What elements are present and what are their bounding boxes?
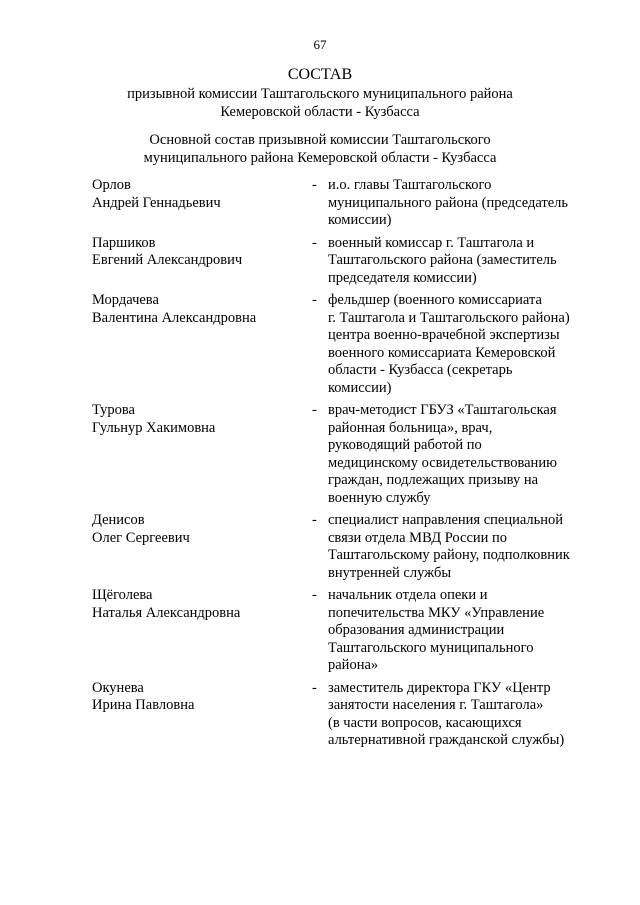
member-role-line: Таштагольского муниципального — [328, 639, 534, 656]
member-role-line: фельдшер (военного комиссариата — [328, 292, 542, 308]
member-dash: - — [312, 587, 317, 603]
member-surname: Денисов — [92, 512, 145, 528]
member-dash: - — [312, 679, 317, 696]
member-given-names: Андрей Геннадьевич — [92, 194, 221, 211]
member-role-line: и.о. главы Таштагольского — [328, 177, 492, 193]
member-role-line: (в части вопросов, касающихся — [328, 714, 522, 731]
member-row — [92, 587, 592, 675]
member-surname: Щёголева — [92, 587, 153, 603]
member-role-line: комиссии) — [328, 379, 392, 396]
member-role-line: муниципального района (председатель — [328, 194, 569, 211]
member-role-line: медицинскому освидетельствованию — [328, 454, 557, 471]
member-surname: Турова — [92, 402, 135, 418]
member-surname: Окунева — [92, 679, 144, 696]
member-surname: Мордачева — [92, 292, 159, 308]
member-surname: Паршиков — [92, 234, 156, 251]
subtitle-line: призывной комиссии Таштагольского муниципального района — [127, 86, 513, 102]
member-name — [92, 512, 312, 582]
member-row — [92, 292, 592, 397]
member-role-line: начальник отдела опеки и — [328, 587, 488, 603]
member-given-names: Наталья Александровна — [92, 604, 241, 621]
section-heading — [0, 132, 640, 167]
member-row — [92, 402, 592, 507]
members-list — [92, 177, 592, 755]
member-role — [328, 512, 592, 582]
member-role — [328, 402, 592, 507]
member-role-line: граждан, подлежащих призыву на — [328, 472, 539, 488]
member-role-line: попечительства МКУ «Управление — [328, 604, 545, 621]
document-subtitle — [0, 86, 640, 121]
member-role-line: районная больница», врач, — [328, 419, 493, 436]
member-dash: - — [312, 292, 317, 308]
member-role-line: района» — [328, 657, 379, 673]
member-name — [92, 402, 312, 507]
member-given-names: Евгений Александрович — [92, 252, 243, 268]
member-row — [92, 680, 592, 750]
member-given-names: Олег Сергеевич — [92, 529, 190, 546]
member-role-line: военного комиссариата Кемеровской — [328, 344, 556, 361]
member-role — [328, 177, 592, 230]
member-row — [92, 177, 592, 230]
member-role-line: внутренней службы — [328, 564, 452, 581]
member-role-line: Таштагольского района (заместитель — [328, 252, 557, 268]
member-role — [328, 235, 592, 288]
member-role-line: руководящий работой по — [328, 437, 482, 453]
subtitle-line: Кемеровской области - Кузбасса — [220, 103, 420, 120]
member-role-line: Таштагольскому району, подполковник — [328, 547, 570, 563]
member-role-line: образования администрации — [328, 622, 505, 638]
member-role-line: альтернативной гражданской службы) — [328, 732, 565, 748]
member-role-line: специалист направления специальной — [328, 512, 564, 528]
member-role — [328, 680, 592, 750]
member-role-line: связи отдела МВД России по — [328, 529, 508, 546]
member-row — [92, 512, 592, 582]
member-role — [328, 292, 592, 397]
member-dash: - — [312, 512, 317, 528]
member-surname: Орлов — [92, 177, 131, 193]
section-heading-line: муниципального района Кемеровской области - Кузбасса — [143, 149, 497, 166]
member-role-line: председателя комиссии) — [328, 269, 477, 286]
member-name — [92, 235, 312, 288]
member-given-names: Гульнур Хакимовна — [92, 419, 216, 436]
member-role — [328, 587, 592, 675]
page-number: 67 — [313, 37, 327, 52]
member-name — [92, 587, 312, 675]
member-name — [92, 177, 312, 230]
member-dash: - — [312, 402, 317, 418]
member-row — [92, 235, 592, 288]
member-given-names: Ирина Павловна — [92, 697, 195, 713]
section-heading-line: Основной состав призывной комиссии Таштагольского — [149, 132, 491, 148]
member-name — [92, 680, 312, 750]
member-dash: - — [312, 234, 317, 251]
member-role-line: комиссии) — [328, 212, 392, 228]
member-dash: - — [312, 177, 317, 193]
member-role-line: заместитель директора ГКУ «Центр — [328, 679, 551, 696]
member-role-line: г. Таштагола и Таштагольского района) — [328, 309, 570, 326]
member-role-line: военную службу — [328, 489, 431, 506]
member-role-line: области - Кузбасса (секретарь — [328, 362, 513, 378]
member-role-line: врач-методист ГБУЗ «Таштагольская — [328, 402, 557, 418]
member-role-line: военный комиссар г. Таштагола и — [328, 234, 535, 251]
member-given-names: Валентина Александровна — [92, 309, 257, 326]
member-role-line: центра военно-врачебной экспертизы — [328, 327, 560, 343]
member-role-line: занятости населения г. Таштагола» — [328, 697, 544, 713]
member-name — [92, 292, 312, 397]
document-title: СОСТАВ — [287, 66, 353, 83]
